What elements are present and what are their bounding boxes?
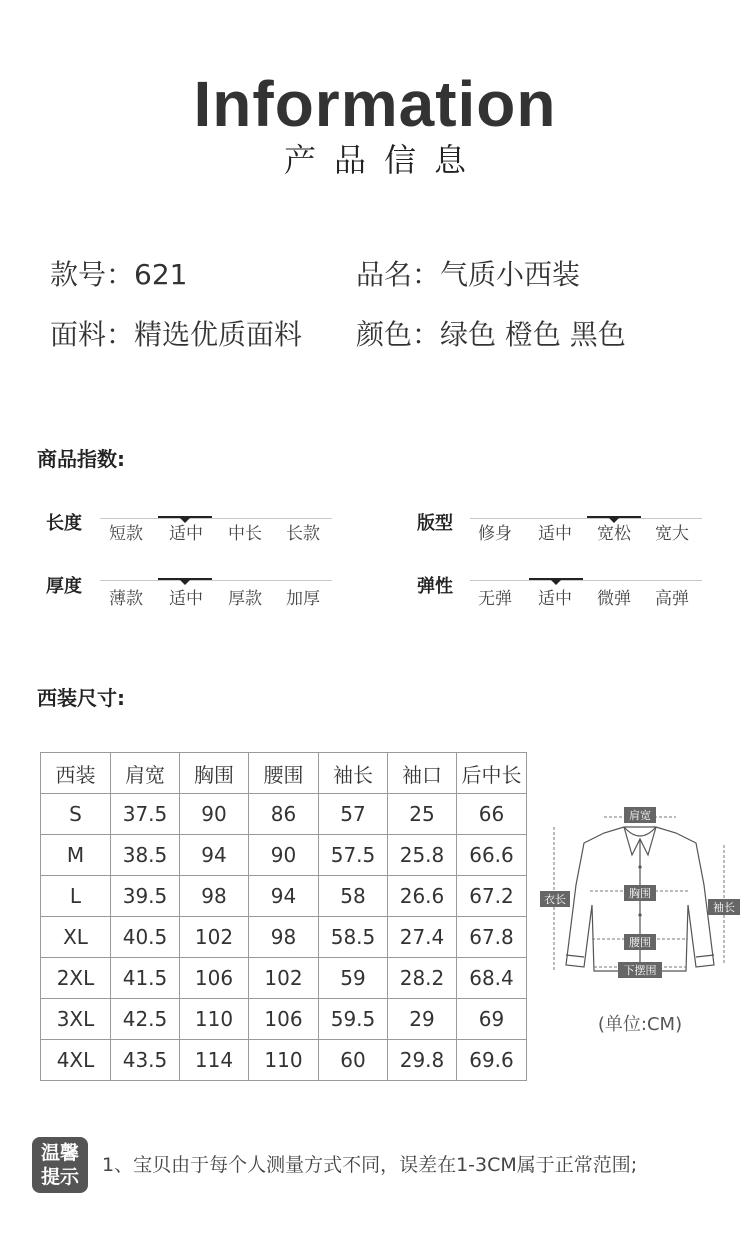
unit-note: (单位:CM) xyxy=(597,1014,683,1035)
table-cell: 39.5 xyxy=(111,876,180,917)
table-cell: 114 xyxy=(180,1040,249,1081)
table-cell: 66.6 xyxy=(457,835,527,876)
table-cell: 110 xyxy=(249,1040,319,1081)
table-cell: M xyxy=(41,835,111,876)
table-cell: 86 xyxy=(249,794,319,835)
table-cell: 43.5 xyxy=(111,1040,180,1081)
scale-label: 弹性 xyxy=(417,576,453,597)
scale-track xyxy=(100,518,332,519)
table-cell: 57.5 xyxy=(319,835,388,876)
table-cell: 26.6 xyxy=(388,876,457,917)
table-cell: 66 xyxy=(457,794,527,835)
table-cell: L xyxy=(41,876,111,917)
table-row xyxy=(41,958,527,999)
scale-marker-arrow xyxy=(551,580,561,585)
tips-text: 1、宝贝由于每个人测量方式不同，误差在1-3CM属于正常范围; xyxy=(102,1154,638,1176)
table-header-cell: 胸围 xyxy=(180,753,249,794)
table-cell: 57 xyxy=(319,794,388,835)
table-header-row xyxy=(41,753,527,794)
table-cell: 29.8 xyxy=(388,1040,457,1081)
scale-label: 版型 xyxy=(417,513,453,534)
table-cell: 2XL xyxy=(41,958,111,999)
info-color: 颜色：绿色 橙色 黑色 xyxy=(356,318,626,351)
table-cell: 29 xyxy=(388,999,457,1040)
scale-option: 长款 xyxy=(286,524,320,544)
table-header-cell: 后中长 xyxy=(457,753,527,794)
table-cell: 28.2 xyxy=(388,958,457,999)
table-row xyxy=(41,1040,527,1081)
scale-track xyxy=(470,518,702,519)
label-waist: 腰围 xyxy=(629,936,651,949)
table-cell: 58 xyxy=(319,876,388,917)
table-cell: 94 xyxy=(180,835,249,876)
table-row xyxy=(41,794,527,835)
table-cell: 102 xyxy=(180,917,249,958)
scale-option: 薄款 xyxy=(109,589,143,609)
scale-option: 短款 xyxy=(109,524,143,544)
scale-label: 长度 xyxy=(46,513,82,534)
table-cell: 25 xyxy=(388,794,457,835)
table-header-cell: 腰围 xyxy=(249,753,319,794)
table-cell: 67.2 xyxy=(457,876,527,917)
scale-option: 适中 xyxy=(169,524,203,544)
table-cell: 37.5 xyxy=(111,794,180,835)
scale-marker-arrow xyxy=(180,580,190,585)
table-cell: 38.5 xyxy=(111,835,180,876)
table-cell: 40.5 xyxy=(111,917,180,958)
page-subtitle: 产品信息 xyxy=(283,141,484,179)
scale-option: 宽松 xyxy=(597,524,631,544)
label-sleeve: 袖长 xyxy=(713,901,735,914)
tips-badge xyxy=(32,1137,88,1193)
table-header-cell: 肩宽 xyxy=(111,753,180,794)
table-row xyxy=(41,917,527,958)
table-cell: S xyxy=(41,794,111,835)
scale-option: 适中 xyxy=(538,524,572,544)
table-cell: 59.5 xyxy=(319,999,388,1040)
scale-label: 厚度 xyxy=(46,576,82,597)
table-cell: 106 xyxy=(180,958,249,999)
page-title: Information xyxy=(193,68,557,140)
scale-option: 宽大 xyxy=(655,524,689,544)
scale-option: 修身 xyxy=(478,524,512,544)
table-header-cell: 袖口 xyxy=(388,753,457,794)
table-cell: 98 xyxy=(180,876,249,917)
scale-option: 高弹 xyxy=(655,589,689,609)
info-name: 品名：气质小西装 xyxy=(356,258,581,291)
table-cell: 106 xyxy=(249,999,319,1040)
scale-option: 微弹 xyxy=(597,589,631,609)
tips-badge-line2: 提示 xyxy=(40,1166,79,1188)
table-cell: 60 xyxy=(319,1040,388,1081)
table-row xyxy=(41,876,527,917)
table-cell: 69 xyxy=(457,999,527,1040)
scale-option: 加厚 xyxy=(286,589,320,609)
table-row xyxy=(41,999,527,1040)
tips-badge-line1: 温馨 xyxy=(40,1142,79,1164)
info-fabric: 面料：精选优质面料 xyxy=(50,318,303,351)
scale-option: 适中 xyxy=(169,589,203,609)
label-length: 衣长 xyxy=(544,893,566,906)
table-cell: 3XL xyxy=(41,999,111,1040)
table-cell: 90 xyxy=(180,794,249,835)
index-section-title: 商品指数: xyxy=(37,447,125,471)
label-chest: 胸围 xyxy=(629,887,651,900)
scale-option: 厚款 xyxy=(228,589,262,609)
table-cell: 90 xyxy=(249,835,319,876)
table-cell: 59 xyxy=(319,958,388,999)
table-cell: 67.8 xyxy=(457,917,527,958)
table-cell: 69.6 xyxy=(457,1040,527,1081)
table-cell: 98 xyxy=(249,917,319,958)
table-header-cell: 西装 xyxy=(41,753,111,794)
label-shoulder: 肩宽 xyxy=(629,809,651,822)
table-cell: 27.4 xyxy=(388,917,457,958)
table-cell: 41.5 xyxy=(111,958,180,999)
scale-option: 中长 xyxy=(228,524,262,544)
table-cell: 94 xyxy=(249,876,319,917)
scale-option: 无弹 xyxy=(478,589,512,609)
info-model: 款号：621 xyxy=(50,258,188,291)
scale-track xyxy=(100,580,332,581)
table-header-cell: 袖长 xyxy=(319,753,388,794)
table-cell: 25.8 xyxy=(388,835,457,876)
scale-option: 适中 xyxy=(538,589,572,609)
table-cell: 102 xyxy=(249,958,319,999)
table-row xyxy=(41,835,527,876)
table-cell: 42.5 xyxy=(111,999,180,1040)
table-cell: 4XL xyxy=(41,1040,111,1081)
size-table xyxy=(40,752,527,1081)
table-cell: 110 xyxy=(180,999,249,1040)
garment-measure-diagram xyxy=(540,795,740,985)
table-cell: 68.4 xyxy=(457,958,527,999)
scale-track xyxy=(470,580,702,581)
size-section-title: 西装尺寸: xyxy=(37,686,125,710)
table-cell: 58.5 xyxy=(319,917,388,958)
table-cell: XL xyxy=(41,917,111,958)
label-hem: 下摆围 xyxy=(623,964,657,977)
